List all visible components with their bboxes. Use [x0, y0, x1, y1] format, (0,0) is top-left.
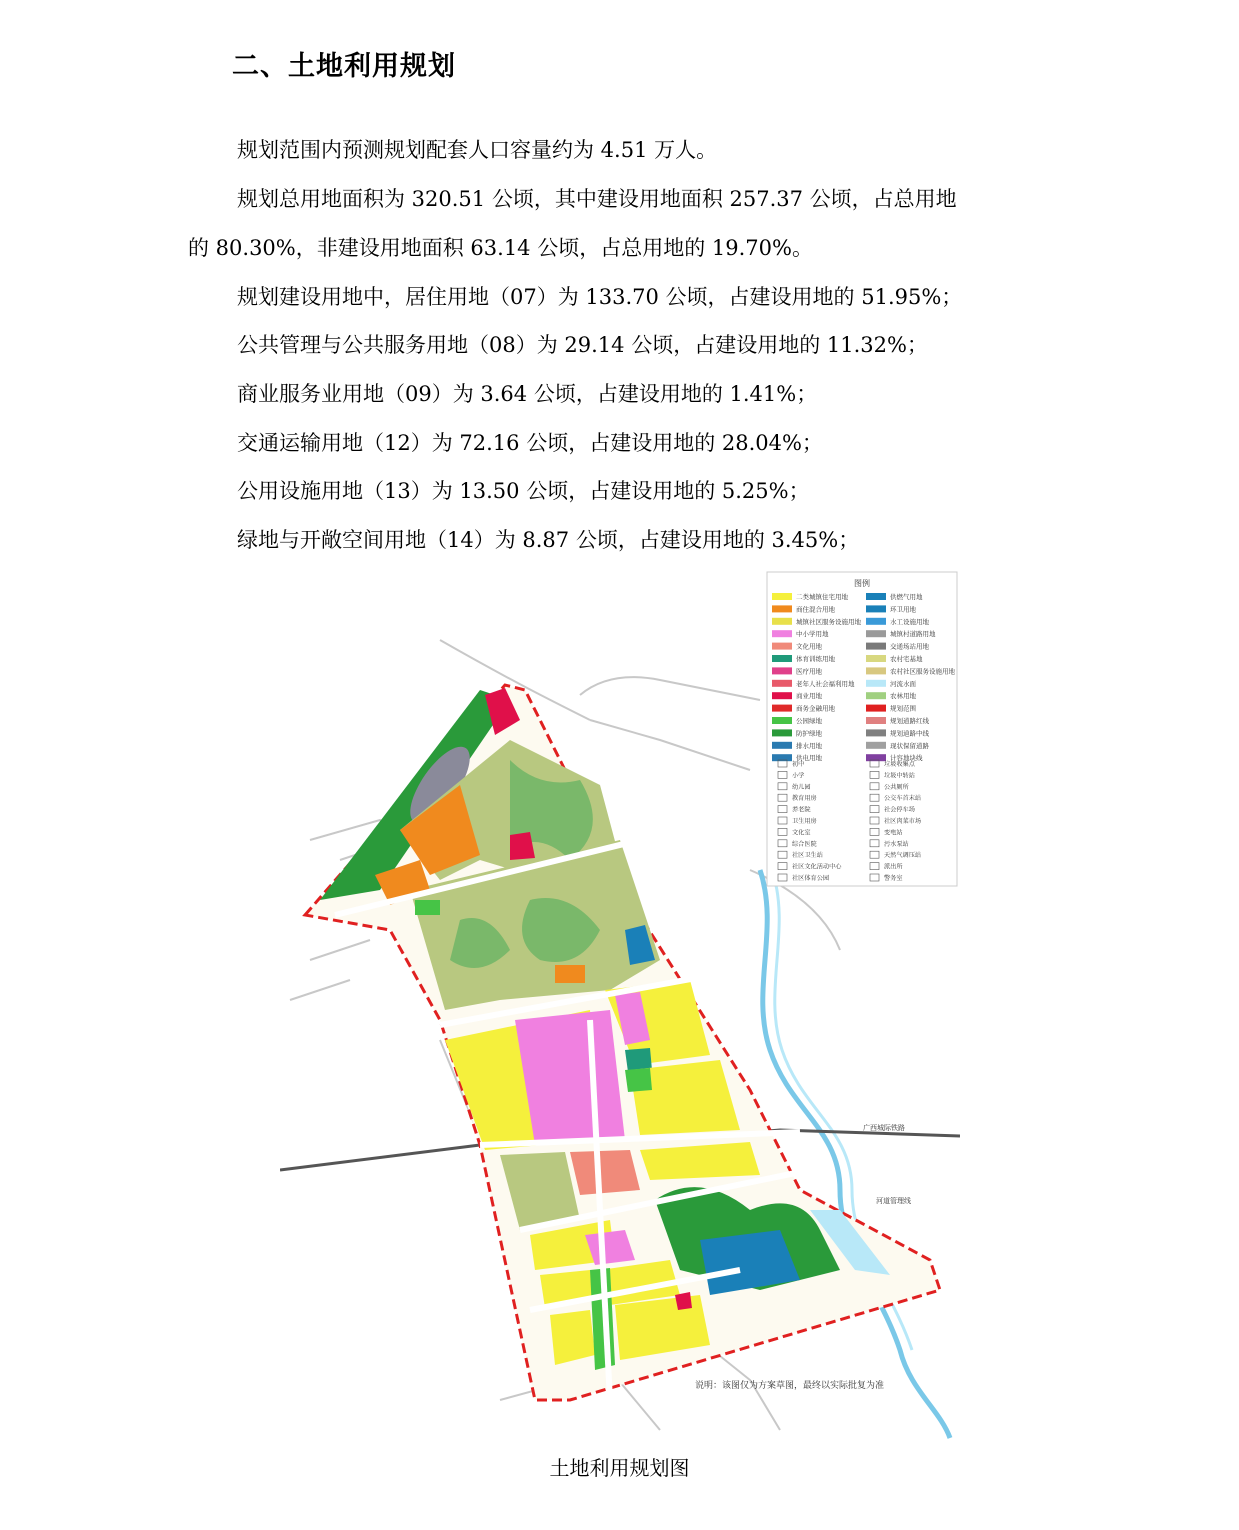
legend-label: 规划道路红线 — [890, 717, 929, 725]
legend-swatch — [772, 655, 792, 662]
legend-swatch — [866, 692, 886, 699]
facility-label: 初中 — [792, 761, 805, 768]
figure-caption: 土地利用规划图 — [549, 1456, 690, 1480]
legend-label: 农村社区服务设施用地 — [890, 667, 955, 676]
legend-swatch — [772, 667, 792, 674]
legend-label: 防护绿地 — [796, 729, 822, 738]
facility-label: 幼儿园 — [792, 783, 811, 791]
legend-label: 商业用地 — [796, 692, 822, 701]
legend-label: 现状保留道路 — [890, 741, 929, 750]
legend-label: 农村宅基地 — [890, 655, 923, 663]
legend-swatch — [772, 630, 792, 637]
legend-label: 公园绿地 — [796, 717, 822, 725]
legend-swatch — [772, 717, 792, 724]
legend-label: 商务金融用地 — [796, 704, 835, 713]
legend-label: 医疗用地 — [796, 667, 822, 676]
legend-label: 文化用地 — [796, 642, 822, 651]
facility-label: 小学 — [792, 772, 805, 780]
label-railway: 广西城际铁路 — [863, 1124, 905, 1132]
legend-label: 商住混合用地 — [796, 605, 835, 614]
facility-label: 教育用房 — [792, 795, 817, 803]
facility-label: 派出所 — [884, 863, 903, 871]
svg-text:图例: 图例 — [854, 579, 870, 588]
facility-label: 综合医院 — [792, 840, 817, 848]
paragraph-total-area: 规划总用地面积为 320.51 公顷，其中建设用地面积 257.37 公顷，占总用地 — [237, 187, 957, 211]
facility-label: 警务室 — [884, 875, 903, 882]
facility-label: 垃圾中转站 — [884, 772, 915, 780]
legend-label: 排水用地 — [796, 741, 822, 750]
legend-swatch — [772, 705, 792, 712]
facility-label: 社区卫生站 — [792, 852, 823, 860]
legend-swatch — [772, 680, 792, 687]
legend-swatch — [866, 717, 886, 724]
facility-label: 养老院 — [792, 806, 811, 814]
paragraph-population: 规划范围内预测规划配套人口容量约为 4.51 万人。 — [237, 138, 718, 162]
facility-label: 公共厕所 — [884, 783, 909, 791]
legend-swatch — [866, 605, 886, 612]
map-note: 说明：该图仅为方案草图，最终以实际批复为准 — [695, 1381, 885, 1391]
legend-label: 城镇社区服务设施用地 — [796, 617, 861, 626]
legend-label: 计容地块线 — [890, 754, 923, 763]
paragraph-green-space: 绿地与开敞空间用地（14）为 8.87 公顷，占建设用地的 3.45%； — [237, 528, 860, 552]
paragraph-transport: 交通运输用地（12）为 72.16 公顷，占建设用地的 28.04%； — [237, 431, 823, 455]
paragraph-total-area-cont: 的 80.30%，非建设用地面积 63.14 公顷，占总用地的 19.70%。 — [188, 236, 813, 260]
label-river-line: 河道管理线 — [876, 1197, 911, 1205]
legend-swatch — [772, 593, 792, 600]
legend-swatch — [772, 729, 792, 736]
legend-label: 老年人社会福利用地 — [796, 679, 855, 688]
legend-label: 供电用地 — [796, 754, 822, 763]
legend-swatch — [866, 593, 886, 600]
legend-label: 河流水面 — [890, 679, 916, 688]
facility-label: 垃圾收集点 — [884, 761, 915, 768]
legend-swatch — [772, 692, 792, 699]
legend-label: 交通场站用地 — [890, 642, 929, 651]
legend-label: 规划道路中线 — [890, 729, 929, 738]
legend-label: 中小学用地 — [796, 630, 829, 639]
facility-label: 文化室 — [792, 829, 811, 837]
legend-label: 规划范围 — [890, 704, 916, 713]
legend-label: 农林用地 — [890, 692, 916, 701]
legend-swatch — [772, 643, 792, 650]
facility-label: 社区文化活动中心 — [792, 863, 842, 871]
facility-label: 卫生用房 — [792, 818, 817, 825]
land-use-map — [280, 570, 960, 1440]
legend-swatch — [866, 705, 886, 712]
facility-label: 污水泵站 — [884, 840, 909, 848]
legend-label: 城镇村道路用地 — [890, 630, 936, 639]
paragraph-utility: 公用设施用地（13）为 13.50 公顷，占建设用地的 5.25%； — [237, 479, 810, 503]
legend-swatch — [772, 605, 792, 612]
facility-label: 社区体育公园 — [792, 875, 830, 882]
page-title: 二、土地利用规划 — [232, 51, 456, 82]
legend-swatch — [866, 630, 886, 637]
legend-label: 二类城镇住宅用地 — [796, 593, 848, 601]
river — [760, 870, 950, 1438]
facility-label: 社区肉菜市场 — [884, 818, 922, 825]
legend-swatch — [772, 742, 792, 749]
paragraph-residential: 规划建设用地中，居住用地（07）为 133.70 公顷，占建设用地的 51.95%； — [237, 285, 963, 309]
facility-label: 社会停车场 — [884, 806, 915, 814]
legend-swatch — [866, 729, 886, 736]
land-use-map-figure — [280, 570, 960, 1440]
legend-swatch — [866, 667, 886, 674]
facility-label: 天然气调压站 — [884, 852, 922, 860]
legend-swatch — [866, 643, 886, 650]
legend-label: 环卫用地 — [890, 605, 916, 614]
legend-swatch — [866, 680, 886, 687]
paragraph-public-service: 公共管理与公共服务用地（08）为 29.14 公顷，占建设用地的 11.32%； — [237, 333, 928, 357]
legend-label: 水工设施用地 — [890, 617, 929, 626]
legend-label: 供燃气用地 — [890, 593, 923, 601]
legend-swatch — [772, 618, 792, 625]
facility-label: 公交车首末站 — [884, 795, 922, 803]
facility-label: 变电站 — [884, 829, 903, 837]
legend-swatch — [866, 655, 886, 662]
map-legend — [767, 572, 957, 886]
legend-swatch — [866, 618, 886, 625]
legend-swatch — [866, 742, 886, 749]
paragraph-commercial: 商业服务业用地（09）为 3.64 公顷，占建设用地的 1.41%； — [237, 382, 818, 406]
legend-label: 体育训练用地 — [796, 655, 835, 663]
